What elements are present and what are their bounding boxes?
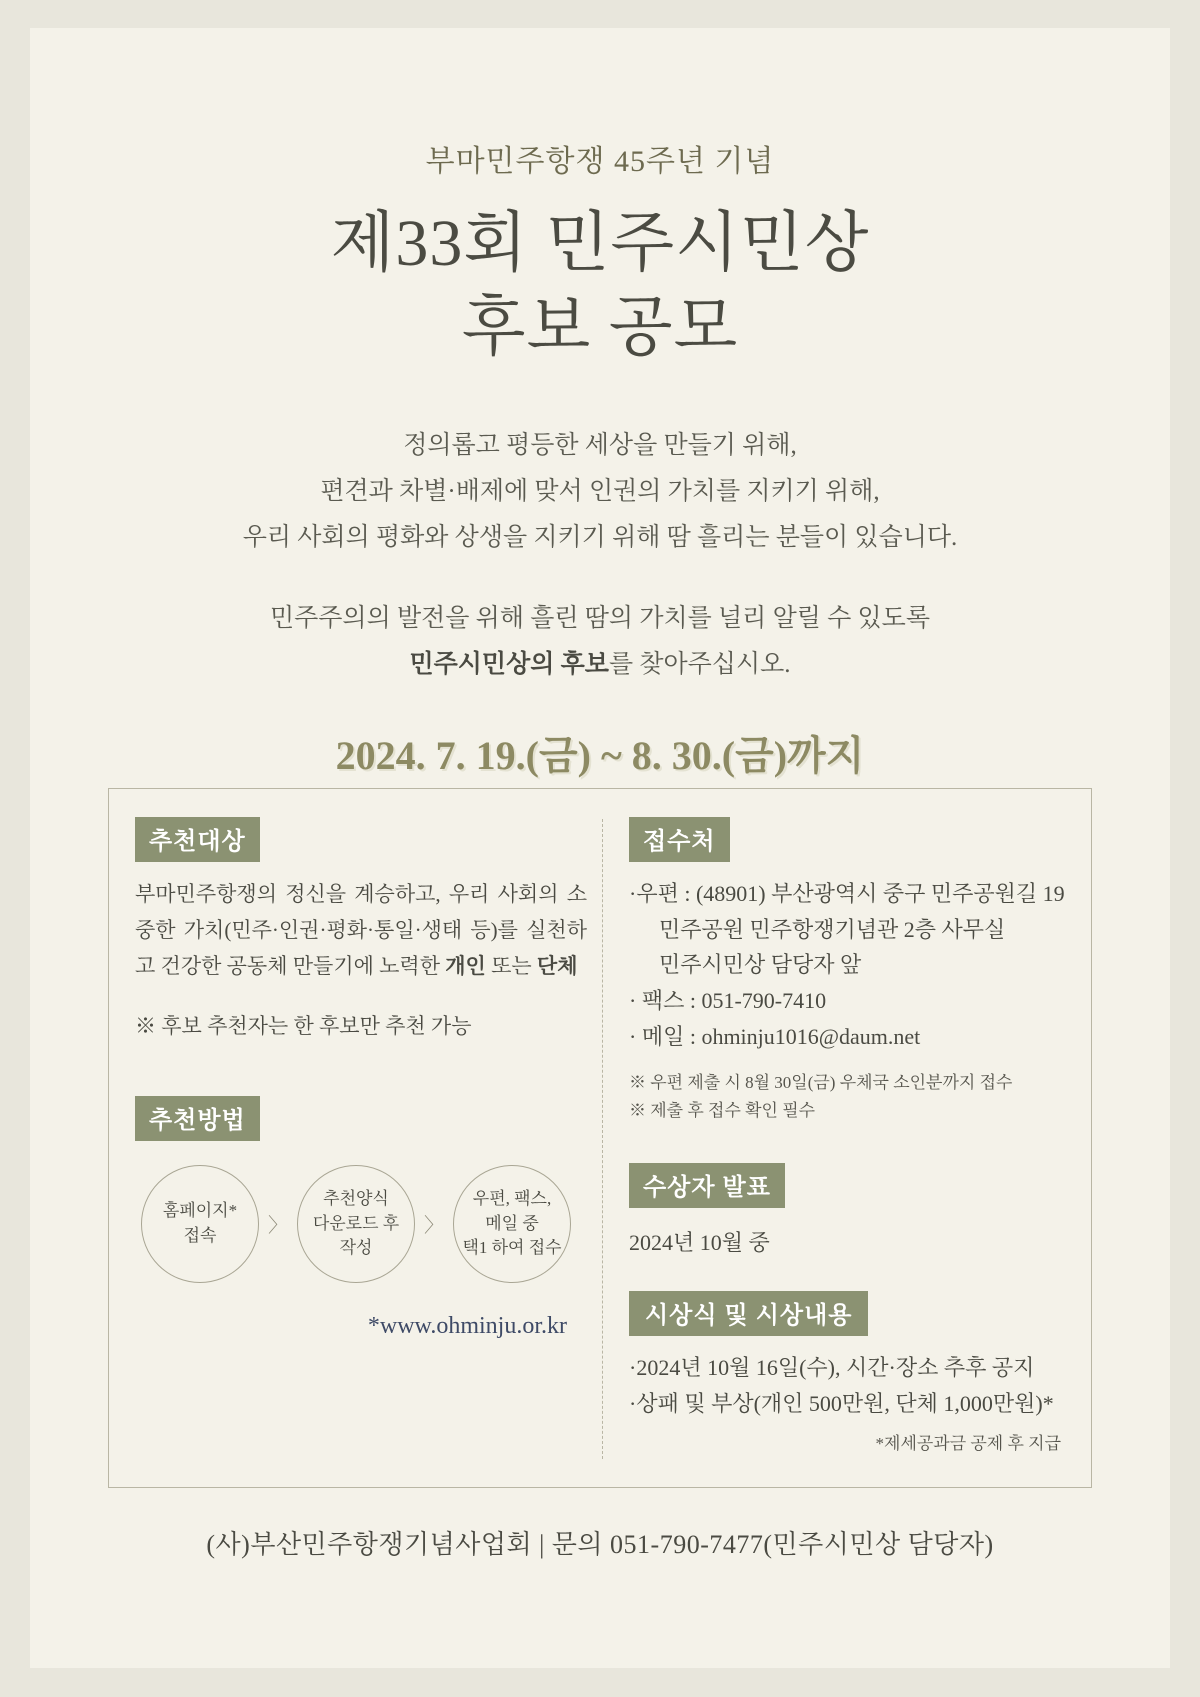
title-line-1: 제33회 민주시민상 — [330, 207, 870, 280]
left-section-spacer — [135, 1044, 587, 1096]
title-line-2: 후보 공모 — [461, 291, 739, 365]
method-step-3 — [453, 1165, 571, 1283]
reception-address-2: 민주공원 민주항쟁기념관 2층 사무실 — [659, 916, 1006, 942]
method-step-1-line-2: 접속 — [183, 1225, 217, 1245]
intro-line-5 — [30, 642, 1170, 688]
announce-section-tag: 수상자 발표 — [629, 1163, 785, 1208]
method-step-2-line-1: 추천양식 — [323, 1188, 389, 1208]
intro-line-1: 정의롭고 평등한 세상을 만들기 위해, — [403, 431, 797, 459]
right-column — [629, 817, 1069, 1454]
reception-address-1: (48901) 부산광역시 중구 민주공원길 19 — [695, 881, 1065, 906]
reception-email[interactable]: · 메일 : ohminju1016@daum.net — [629, 1023, 921, 1049]
chevron-right-icon-1: 〉 — [268, 1215, 288, 1238]
intro-line-5-rest: 를 찾아주십시오. — [608, 650, 791, 678]
ceremony-note: *제세공과금 공제 후 지급 — [875, 1434, 1061, 1454]
application-period: 2024. 7. 19.(금) ~ 8. 30.(금)까지 — [335, 733, 865, 779]
intro-line-3: 우리 사회의 평화와 상생을 지키기 위해 땀 흘리는 분들이 있습니다. — [242, 524, 958, 552]
reception-fax: · 팩스 : 051-790-7410 — [629, 987, 827, 1013]
ceremony-line-2: ·상패 및 부상(개인 500만원, 단체 1,000만원)* — [629, 1390, 1054, 1416]
poster-kicker: 부마민주항쟁 45주년 기념 — [425, 145, 775, 178]
reception-note-1: ※ 우편 제출 시 8월 30일(금) 우체국 소인분까지 접수 — [629, 1073, 1013, 1093]
target-bold-individual: 개인 — [445, 954, 486, 979]
right-section-spacer-1 — [629, 1123, 1069, 1163]
ceremony-line-1: ·2024년 10월 16일(수), 시간·장소 추후 공지 — [629, 1355, 1035, 1381]
intro-spacer — [30, 562, 1170, 596]
method-step-3-line-2: 메일 중 — [485, 1213, 539, 1233]
page-title — [30, 202, 1170, 371]
method-section-tag: 추천방법 — [135, 1096, 260, 1141]
reception-note-2: ※ 제출 후 접수 확인 필수 — [629, 1100, 816, 1120]
reception-section-tag: 접수처 — [629, 817, 730, 862]
reception-details — [629, 876, 1069, 1054]
target-description — [135, 876, 587, 984]
method-step-3-line-3: 택1 하여 접수 — [462, 1238, 562, 1258]
poster-canvas — [30, 28, 1170, 1668]
target-section-tag: 추천대상 — [135, 817, 260, 862]
method-step-2-line-3: 작성 — [339, 1238, 373, 1258]
method-steps — [141, 1165, 587, 1283]
details-box — [108, 788, 1092, 1488]
announce-value: 2024년 10월 중 — [629, 1230, 770, 1256]
target-bold-group: 단체 — [536, 954, 578, 979]
method-step-2-line-2: 다운로드 후 — [312, 1213, 400, 1233]
method-step-1-line-1: 홈페이지* — [162, 1201, 238, 1221]
method-step-1 — [141, 1165, 259, 1283]
target-note: ※ 후보 추천자는 한 후보만 추천 가능 — [135, 1014, 472, 1039]
ceremony-details — [629, 1350, 1069, 1421]
left-column — [135, 817, 587, 1340]
website-link[interactable]: *www.ohminju.or.kr — [367, 1312, 567, 1339]
intro-line-5-bold: 민주시민상의 후보 — [409, 650, 609, 678]
intro-line-4: 민주주의의 발전을 위해 흘린 땀의 가치를 널리 알릴 수 있도록 — [269, 604, 930, 632]
intro-text — [30, 423, 1170, 688]
right-section-spacer-2 — [629, 1257, 1069, 1291]
footer-contact: (사)부산민주항쟁기념사업회 | 문의 051-790-7477(민주시민상 담당자) — [206, 1530, 994, 1559]
method-step-2 — [297, 1165, 415, 1283]
ceremony-section-tag: 시상식 및 시상내용 — [629, 1291, 868, 1336]
intro-line-2: 편견과 차별·배제에 맞서 인권의 가치를 지키기 위해, — [320, 478, 880, 506]
method-step-3-line-1: 우편, 팩스, — [472, 1188, 552, 1208]
target-description-part1: 부마민주항쟁의 정신을 계승하고, 우리 사회의 소중한 가치(민주·인권·평화·통일·생태 등)를 실천하고 건강한 공동체 만들기에 노력한 — [135, 882, 587, 979]
target-description-mid: 또는 — [485, 954, 537, 979]
reception-address-3: 민주시민상 담당자 앞 — [659, 952, 862, 978]
column-divider — [602, 819, 603, 1459]
reception-mail-label: ·우편 : — [629, 881, 696, 906]
reception-mail-line-1 — [629, 876, 1069, 912]
chevron-right-icon-2: 〉 — [424, 1215, 444, 1238]
